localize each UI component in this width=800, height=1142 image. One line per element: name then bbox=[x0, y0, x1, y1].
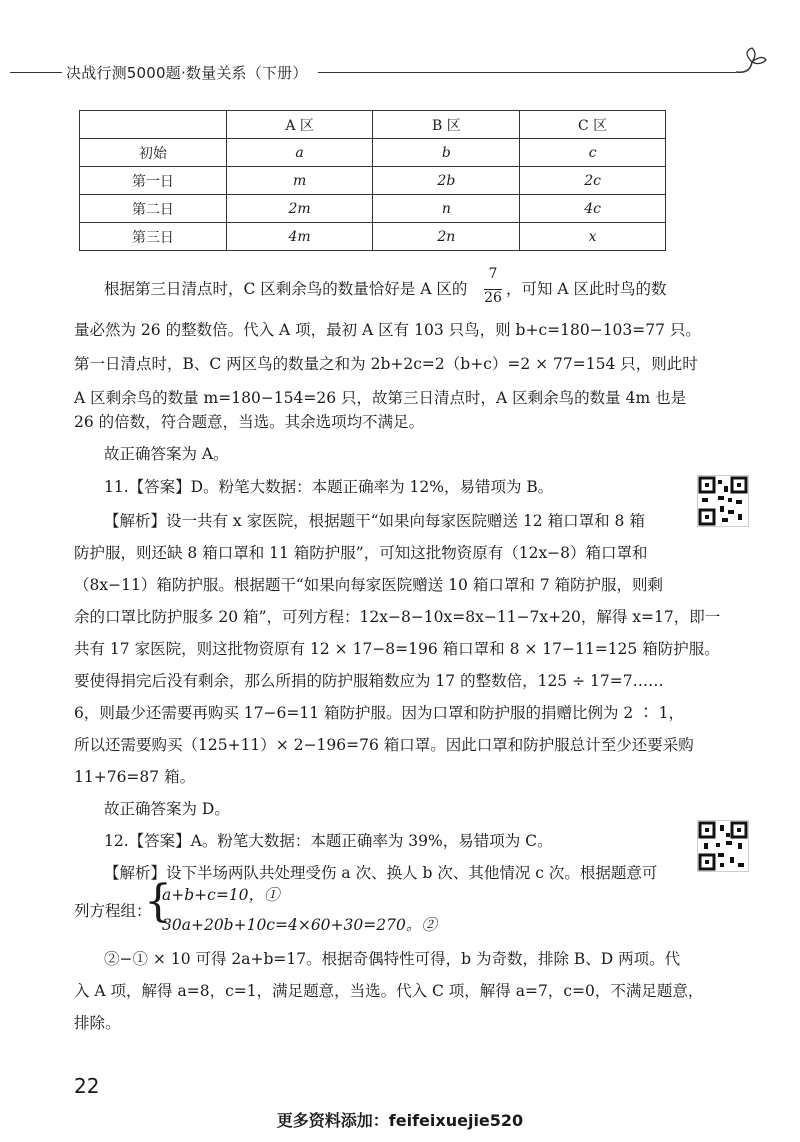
table-cell: 2b bbox=[373, 167, 520, 195]
q11-analysis-line: 6，则最少还需要再购买 17−6=11 箱防护服。因为口罩和防护服的捐赠比例为 2 ∶ 1， bbox=[74, 704, 685, 722]
q11-analysis-line: 11+76=87 箱。 bbox=[74, 768, 196, 786]
table-cell: 4m bbox=[226, 223, 373, 251]
equation-2: 30a+20b+10c=4×60+30=270。② bbox=[162, 916, 437, 934]
equation-label: 列方程组： bbox=[74, 902, 152, 920]
q12-analysis-line: 【解析】设下半场两队共处理受伤 a 次、换人 b 次、其他情况 c 次。根据题意可 bbox=[104, 864, 658, 882]
q11-analysis-line: 【解析】设一共有 x 家医院，根据题干“如果向每家医院赠送 12 箱口罩和 8 箱 bbox=[104, 512, 645, 530]
fraction-denominator: 26 bbox=[484, 290, 502, 306]
para1-line4: A 区剩余鸟的数量 m=180−154=26 只，故第三日清点时，A 区剩余鸟的数量 4m 也是 bbox=[74, 389, 687, 407]
table-row bbox=[80, 223, 666, 251]
q12-after-line: 入 A 项，解得 a=8，c=1，满足题意，当选。代入 C 项，解得 a=7，c=0，不满足题意， bbox=[74, 982, 704, 1000]
sprout-icon bbox=[732, 44, 768, 78]
table-cell: m bbox=[226, 167, 373, 195]
table-cell: 4c bbox=[520, 195, 666, 223]
bird-count-table bbox=[79, 110, 666, 251]
table-header-cell: A 区 bbox=[226, 111, 373, 139]
equation-1: a+b+c=10，① bbox=[162, 886, 280, 904]
header-rule-right bbox=[318, 72, 736, 73]
table-cell: b bbox=[373, 139, 520, 167]
q11-analysis-line: 所以还需要购买（125+11）× 2−196=76 箱口罩。因此口罩和防护服总计至少还要采购 bbox=[74, 736, 694, 754]
para1-line1b: ，可知 A 区此时鸟的数 bbox=[506, 280, 667, 298]
table-header-row bbox=[80, 111, 666, 139]
page-number: 22 bbox=[74, 1074, 100, 1098]
header-rule-left bbox=[10, 72, 62, 73]
table-cell: 2c bbox=[520, 167, 666, 195]
q11-analysis-line: 防护服，则还缺 8 箱口罩和 11 箱防护服”，可知这批物资原有（12x−8）箱口罩和 bbox=[74, 544, 648, 562]
table-cell: x bbox=[520, 223, 666, 251]
table-cell: 初始 bbox=[80, 139, 227, 167]
q12-answer-line: 12.【答案】A。粉笔大数据：本题正确率为 39%，易错项为 C。 bbox=[104, 832, 553, 850]
table-cell: a bbox=[226, 139, 373, 167]
table-row bbox=[80, 139, 666, 167]
answer-d: 故正确答案为 D。 bbox=[104, 800, 230, 818]
table-cell: 第二日 bbox=[80, 195, 227, 223]
answer-a: 故正确答案为 A。 bbox=[104, 445, 229, 463]
para1-line2: 量必然为 26 的整数倍。代入 A 项，最初 A 区有 103 只鸟，则 b+c=180−103=77 只。 bbox=[74, 321, 701, 339]
para1-line3: 第一日清点时，B、C 两区鸟的数量之和为 2b+2c=2（b+c）=2 × 77=154 只，则此时 bbox=[74, 355, 698, 373]
q11-analysis-line: 要使得捐完后没有剩余，那么所捐的防护服箱数应为 17 的整数倍，125 ÷ 17=7…… bbox=[74, 672, 664, 690]
table-cell: 2n bbox=[373, 223, 520, 251]
equation-brace: { bbox=[144, 876, 172, 927]
q12-after-line: 排除。 bbox=[74, 1014, 121, 1032]
table-cell: 第三日 bbox=[80, 223, 227, 251]
q11-analysis-line: 共有 17 家医院，则这批物资原有 12 × 17−8=196 箱口罩和 8 × 17−11=125 箱防护服。 bbox=[74, 640, 720, 658]
para1-line5: 26 的倍数，符合题意，当选。其余选项均不满足。 bbox=[74, 413, 425, 431]
table-header-cell: C 区 bbox=[520, 111, 666, 139]
q11-analysis-line: （8x−11）箱防护服。根据题干“如果向每家医院赠送 10 箱口罩和 7 箱防护服，则剩 bbox=[74, 576, 664, 594]
table-row bbox=[80, 167, 666, 195]
table-cell: n bbox=[373, 195, 520, 223]
q12-after-line: ②−① × 10 可得 2a+b=17。根据奇偶特性可得，b 为奇数，排除 B、D 两项。代 bbox=[104, 950, 681, 968]
table-cell: 第一日 bbox=[80, 167, 227, 195]
table-cell: 2m bbox=[226, 195, 373, 223]
table-row bbox=[80, 195, 666, 223]
footer-note: 更多资料添加：feifeixuejie520 bbox=[276, 1111, 524, 1130]
q11-answer-line: 11.【答案】D。粉笔大数据：本题正确率为 12%，易错项为 B。 bbox=[104, 478, 554, 496]
table-header-cell: B 区 bbox=[373, 111, 520, 139]
table-header-cell bbox=[80, 111, 227, 139]
para1-line1a: 根据第三日清点时，C 区剩余鸟的数量恰好是 A 区的 bbox=[104, 280, 468, 298]
fraction-numerator: 7 bbox=[488, 266, 498, 282]
table-cell: c bbox=[520, 139, 666, 167]
q11-analysis-line: 余的口罩比防护服多 20 箱”，可列方程：12x−8−10x=8x−11−7x+20，解得 x=17，即一 bbox=[74, 608, 721, 626]
header-title: 决战行测5000题·数量关系（下册） bbox=[66, 64, 308, 82]
